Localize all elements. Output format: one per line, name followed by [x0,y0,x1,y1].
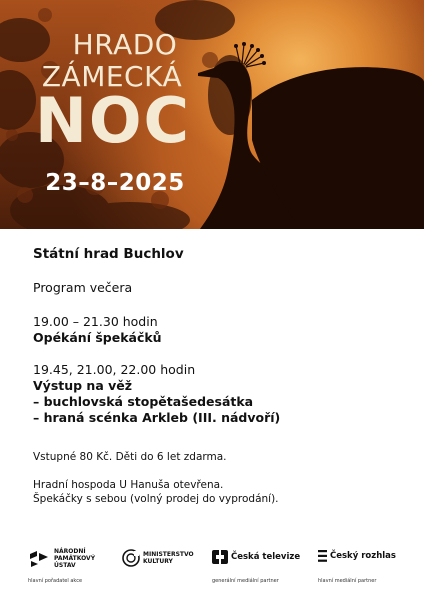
venue-name: Státní hrad Buchlov [33,246,184,262]
npu-label-line-3: ÚSTAV [54,562,76,569]
pub-line-2: Špekáčky s sebou (volný prodej do vyprodání). [33,493,279,505]
cro-label: Český rozhlas [330,550,396,561]
title-line-2: ZÁMECKÁ [41,60,183,93]
admission-info: Vstupné 80 Kč. Děti do 6 let zdarma. [33,451,227,463]
event-date: 23–8–2025 [45,170,185,196]
pub-info [33,478,403,506]
ct-caption: generální mediální partner [212,578,279,584]
event-2-item-2: – hraná scénka Arkleb (III. nádvoří) [33,410,281,425]
ministry-logo [122,549,194,567]
npu-label-line-1: NÁRODNÍ [54,548,86,555]
cro-logo [318,550,396,562]
ministry-emblem-icon [122,549,140,567]
event-1-time: 19.00 – 21.30 hodin [33,314,158,329]
ct-emblem-icon [212,550,228,564]
event-2-item-1: – buchlovská stopětašedesátka [33,394,254,409]
ct-label: Česká televize [231,551,301,562]
event-2 [33,362,403,426]
event-1 [33,314,403,346]
ministry-label-line-1: MINISTERSTVO [143,551,194,558]
event-2-time: 19.45, 21.00, 22.00 hodin [33,362,196,377]
program-heading: Program večera [33,280,133,295]
event-2-title: Výstup na věž [33,378,133,393]
npu-caption: hlavní pořadatel akce [28,578,83,584]
title-line-1: HRADO [72,28,178,61]
cro-caption: hlavní mediální partner [318,578,377,584]
npu-emblem-icon [28,550,50,568]
event-1-title: Opékání špekáčků [33,330,162,345]
hero-banner [0,0,424,229]
ministry-label-line-2: KULTURY [143,558,173,565]
partner-logos [0,540,424,600]
pub-line-1: Hradní hospoda U Hanuša otevřena. [33,479,224,491]
title-line-3: NOC [34,84,192,157]
program-content [33,246,403,518]
npu-logo [28,548,95,569]
npu-label-line-2: PAMÁTKOVÝ [54,555,96,562]
cro-emblem-icon [318,550,327,562]
ct-logo [212,550,300,564]
